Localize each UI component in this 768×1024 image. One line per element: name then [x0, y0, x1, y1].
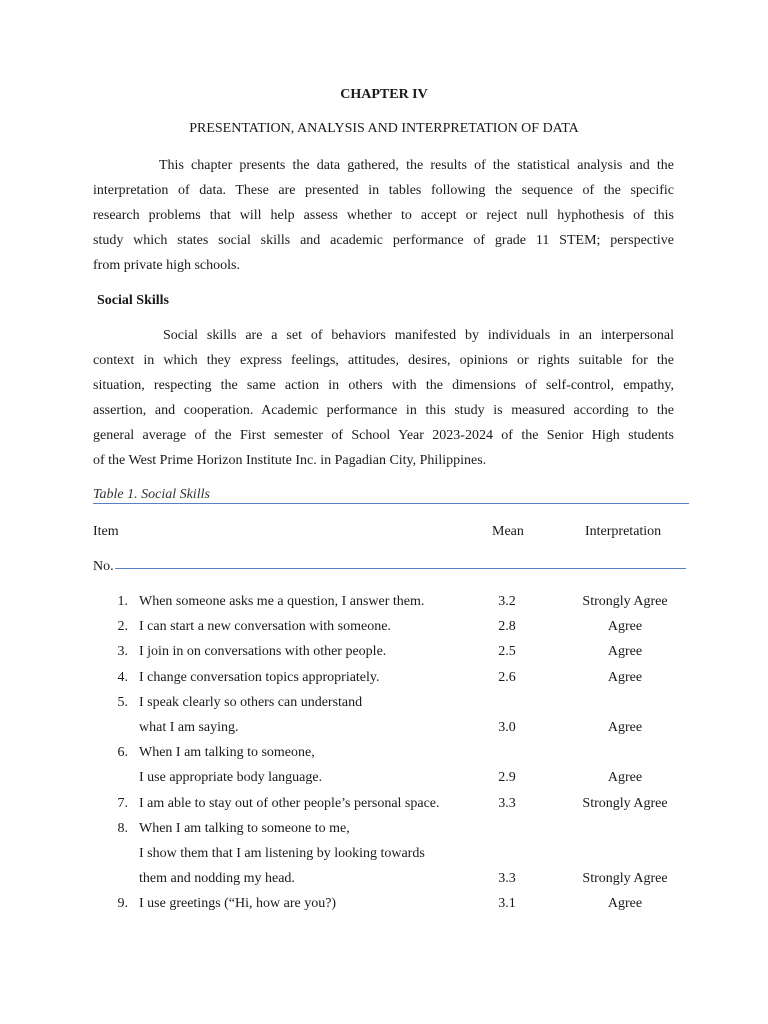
intro-line: study which states social skills and academic performance of grade 11 STEM; perspective [93, 233, 674, 248]
item-interpretation: Agree [607, 619, 643, 635]
item-number: 4. [117, 669, 128, 685]
chapter-heading: CHAPTER IV [340, 87, 428, 102]
item-interpretation: Strongly Agree [582, 795, 668, 811]
item-number: 1. [117, 594, 128, 609]
item-number: 7. [117, 795, 128, 811]
item-number: 5. [117, 694, 128, 710]
intro-paragraph [93, 153, 674, 278]
item-number: 3. [117, 644, 128, 660]
col-header-item: Item [93, 524, 119, 539]
item-text: I join in on conversations with other people. [139, 644, 387, 660]
section-line: situation, respecting the same action in others with the dimensions of self-control, empathy, [93, 378, 674, 393]
item-text: I use appropriate body language. [139, 770, 323, 786]
section-paragraph [93, 323, 674, 473]
item-mean: 3.2 [498, 594, 516, 609]
item-mean: 2.9 [498, 770, 516, 786]
item-mean: 2.6 [498, 669, 516, 685]
item-interpretation: Strongly Agree [582, 594, 668, 609]
intro-line: interpretation of data. These are presented in tables following the sequence of the specific [93, 183, 674, 198]
item-text: I change conversation topics appropriately. [139, 669, 380, 685]
table-top-rule [93, 503, 689, 504]
col-header-interpretation: Interpretation [585, 524, 662, 539]
item-text: them and nodding my head. [139, 871, 295, 887]
section-heading: Social Skills [97, 293, 169, 308]
item-interpretation: Agree [607, 770, 643, 786]
item-mean: 2.8 [498, 619, 516, 635]
col-header-item-no: No. [93, 559, 114, 574]
item-text: I speak clearly so others can understand [139, 694, 363, 710]
section-line: context in which they express feelings, attitudes, desires, opinions or rights suitable for the [93, 353, 674, 368]
intro-line: This chapter presents the data gathered, the results of the statistical analysis and the [159, 158, 674, 173]
section-line: assertion, and cooperation. Academic performance in this study is measured according to the [93, 403, 674, 418]
chapter-title: PRESENTATION, ANALYSIS AND INTERPRETATION OF DATA [189, 121, 579, 136]
item-number: 9. [117, 896, 128, 912]
item-text: When someone asks me a question, I answer them. [139, 594, 425, 609]
intro-line: from private high schools. [93, 258, 240, 273]
item-mean: 3.0 [498, 720, 516, 735]
section-line: general average of the First semester of School Year 2023-2024 of the Senior High students [93, 428, 674, 443]
item-interpretation: Agree [607, 644, 643, 660]
section-line: of the West Prime Horizon Institute Inc. in Pagadian City, Philippines. [93, 453, 487, 468]
intro-line: research problems that will help assess whether to accept or reject null hyphothesis of this [93, 208, 674, 223]
item-mean: 2.5 [498, 644, 516, 660]
item-text: I can start a new conversation with someone. [139, 619, 391, 635]
item-number: 8. [117, 820, 128, 836]
item-mean: 3.3 [498, 795, 516, 811]
item-text: I am able to stay out of other people’s personal space. [139, 795, 440, 811]
item-text: I show them that I am listening by looking towards [139, 846, 425, 861]
item-mean: 3.1 [498, 896, 516, 912]
item-interpretation: Agree [607, 669, 643, 685]
item-interpretation: Agree [607, 896, 643, 912]
table-header-rule [115, 568, 686, 569]
item-number: 2. [117, 619, 128, 635]
section-line: Social skills are a set of behaviors manifested by individuals in an interpersonal [163, 328, 674, 343]
item-text: I use greetings (“Hi, how are you?) [139, 896, 337, 912]
item-interpretation: Strongly Agree [582, 871, 668, 887]
item-text: what I am saying. [139, 720, 239, 735]
item-interpretation: Agree [607, 720, 643, 735]
col-header-mean: Mean [492, 524, 524, 539]
table-caption: Table 1. Social Skills [93, 487, 210, 502]
item-mean: 3.3 [498, 871, 516, 887]
item-text: When I am talking to someone to me, [139, 820, 350, 836]
item-text: When I am talking to someone, [139, 745, 315, 761]
item-number: 6. [117, 745, 128, 761]
